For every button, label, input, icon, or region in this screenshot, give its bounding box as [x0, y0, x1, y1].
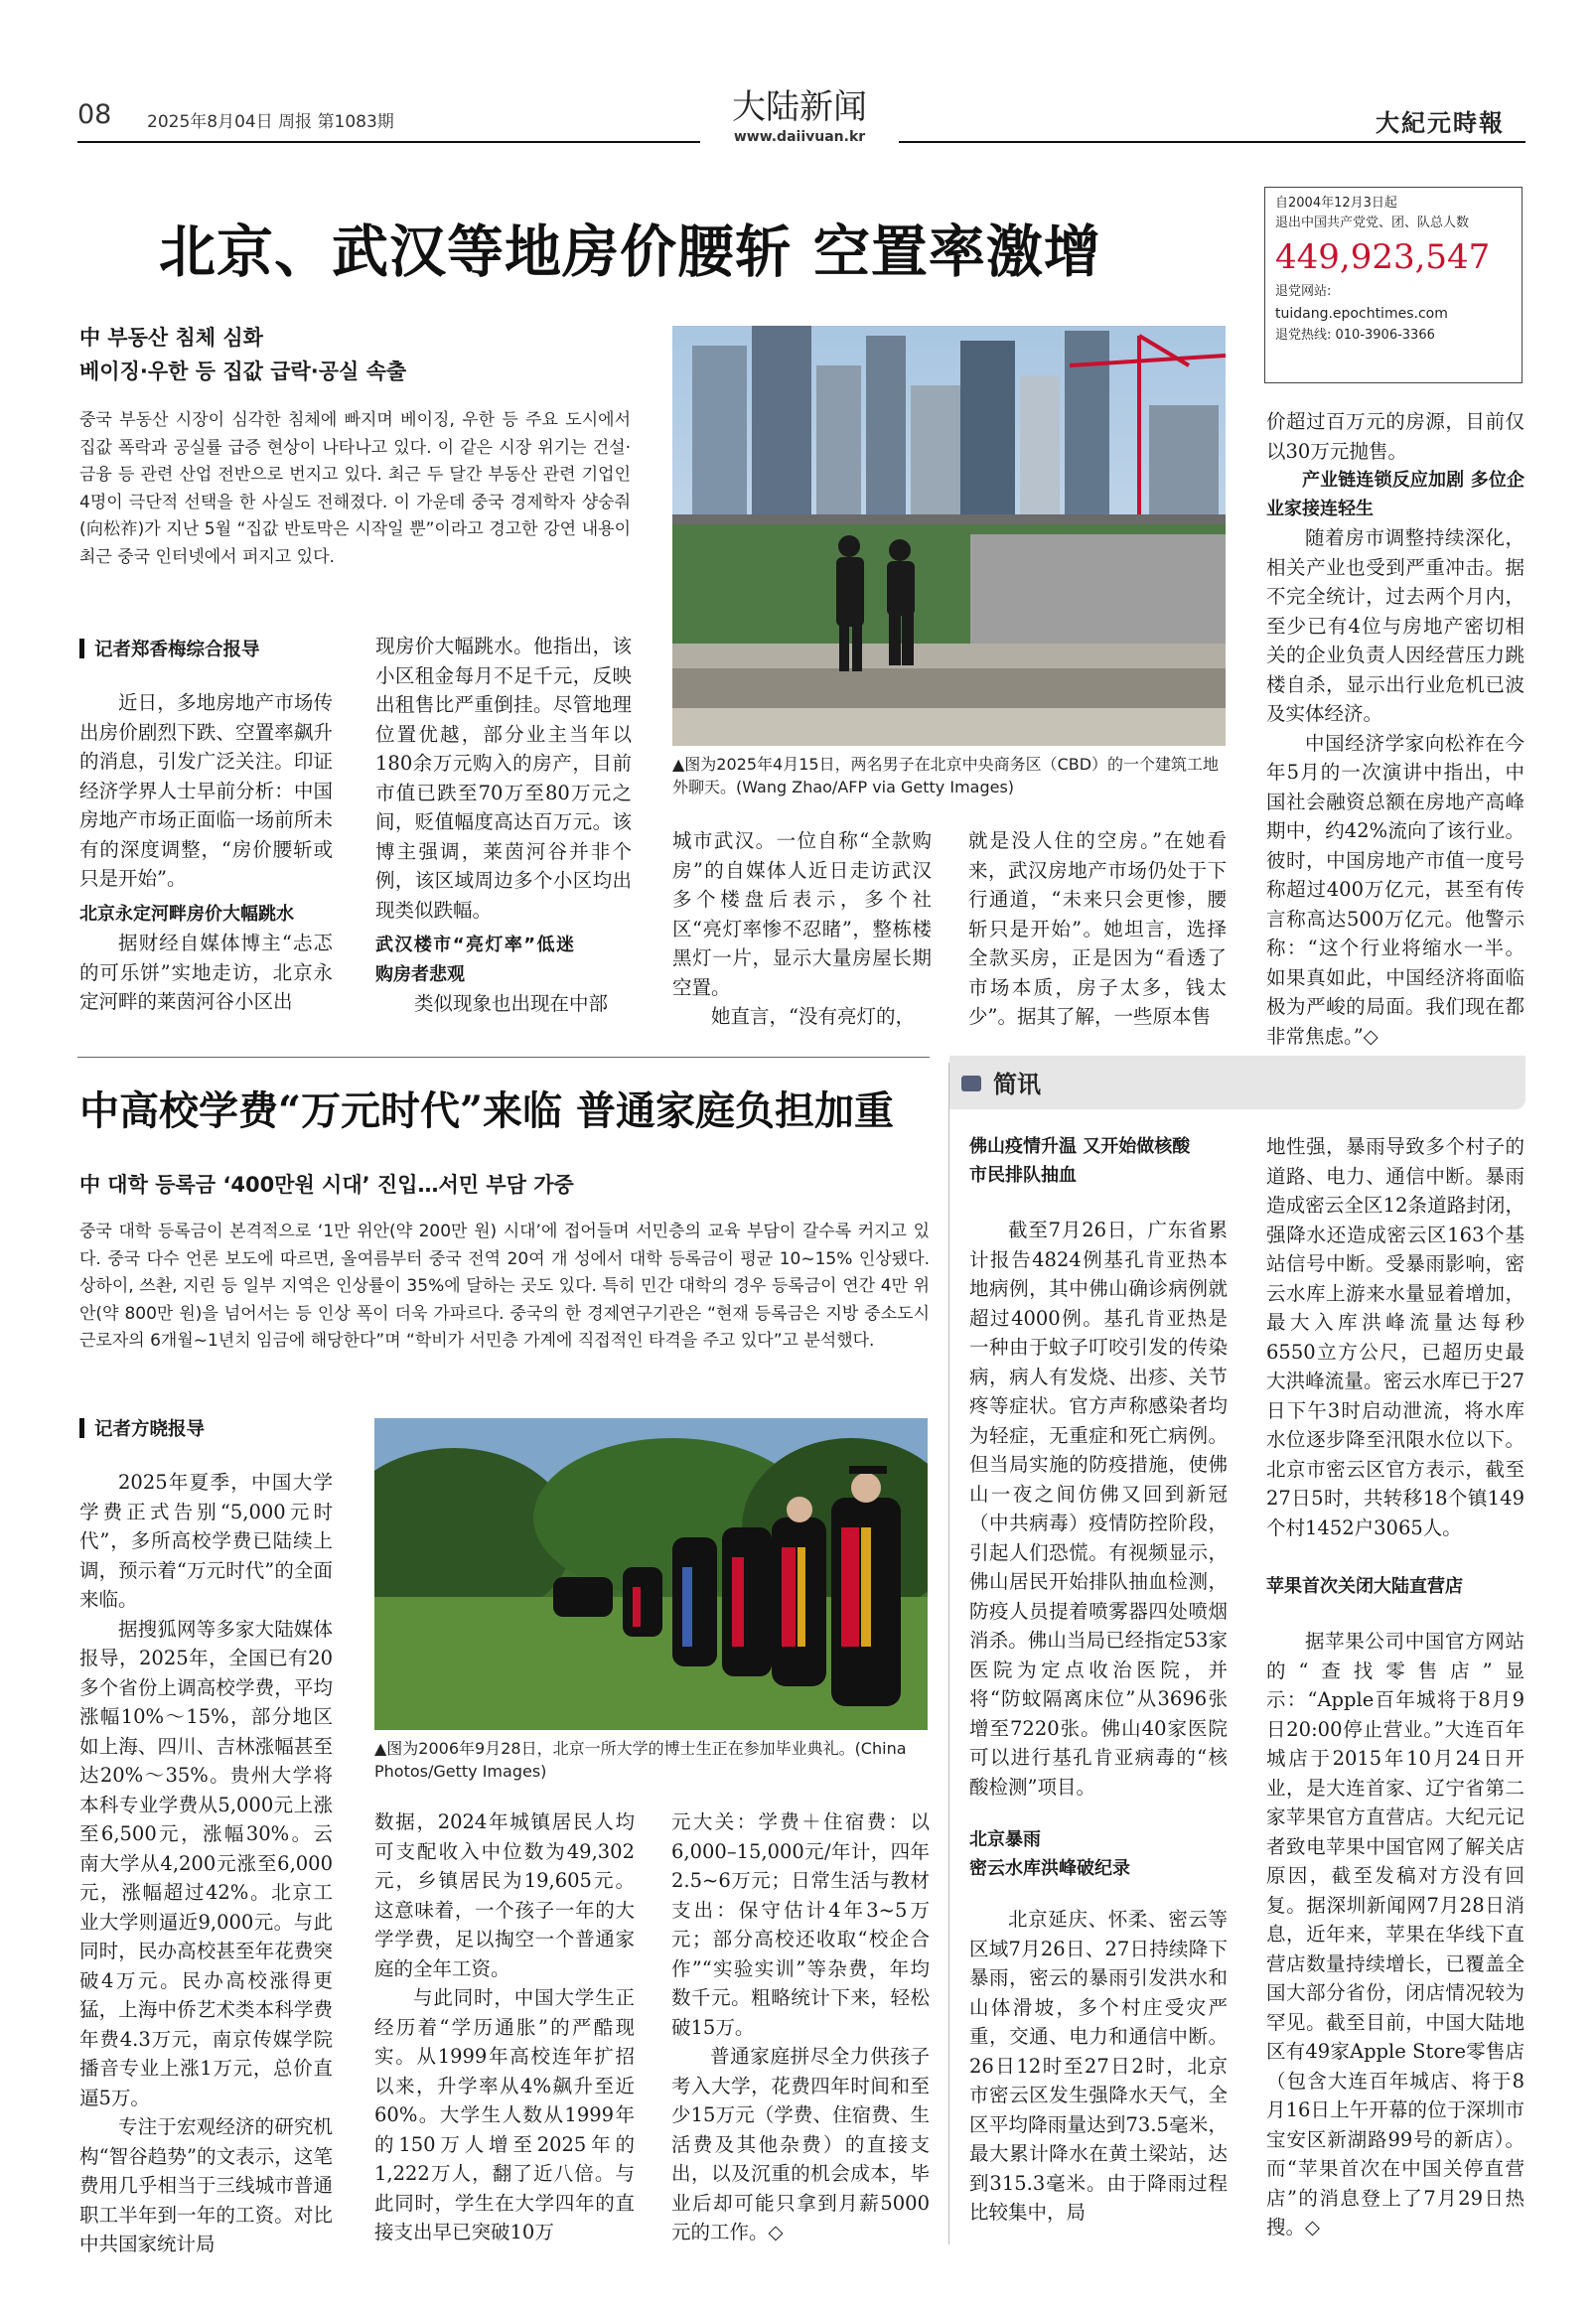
paragraph: 据搜狐网等多家大陆媒体报导，2025年，全国已有20多个省份上调高校学费，平均涨幅10%～15%，部分地区如上海、四川、吉林涨幅甚至达20%～35%。贵州大学将本科专业学费从5,000元上涨至6,500元，涨幅30%。云南大学从4,200元涨至6,000元，涨幅超过42%。北京工业大学则逼近9,000元。与此同时，民办高校甚至年花费突破4万元。民办高校涨得更猛，上海中侨艺术类本科学费年费4.3万元，南京传媒学院播音专业上涨1万元，总价直逼5万。 [79, 1617, 333, 2109]
paragraph: 类似现象也出现在中部 [414, 992, 609, 1015]
paragraph: 随着房市调整持续深化，相关产业也受到严重冲击。据不完全统计，过去两个月内，至少已有4位与房地产密切相关的企业负责人因经营压力跳楼自杀，显示出行业危机已波及实体经济。 [1266, 526, 1524, 725]
page-number: 08 [77, 99, 112, 130]
article2-photo-caption: ▲图为2006年9月28日，北京一所大学的博士生正在参加毕业典礼。(China Photos/Getty Images) [374, 1739, 907, 1781]
newspaper-logo: 大紀元時報 [1376, 108, 1505, 137]
brief1-body: 截至7月26日，广东省累计报告4824例基孔肯亚热本地病例，其中佛山确诊病例就超过4000例。基孔肯亚热是一种由于蚊子叮咬引发的传染病，病人有发烧、出疹、关节疼等症状。官方声称感染者均为轻症，无重症和死亡病例。但当局实施的防疫措施，使佛山一夜之间仿佛又回到新冠（中共病毒）疫情防控阶段，引起人们恐慌。有视频显示，佛山居民开始排队抽血检测，防疫人员提着喷雾器四处喷烟消杀。佛山当局已经指定53家医院为定点收治医院，并将“防蚊隔离床位”从3696张增至7220张。佛山40家医院可以进行基孔肯亚病毒的“核酸检测”项目。 [969, 1219, 1228, 1799]
article1-col2 [375, 632, 632, 1019]
paragraph: 2025年夏季，中国大学学费正式告别“5,000元时代”，多所高校学费已陆续上调，预示着“万元时代”的全面来临。 [79, 1471, 333, 1611]
tuidang-hotline: 退党热线: 010-3906-3366 [1275, 328, 1435, 343]
tuidang-line2: 退出中国共产党党、团、队总人数 [1275, 216, 1470, 230]
article1-kr-title1: 中 부동산 침체 심화 [79, 326, 263, 350]
tuidang-site-label: 退党网站: [1275, 284, 1332, 299]
paragraph: 城市武汉。一位自称“全款购房”的自媒体人近日走访武汉多个楼盘后表示，多个社区“亮灯率惨不忍睹”，整栋楼黑灯一片，显示大量房屋长期空置。 [672, 829, 932, 999]
article1-col3 [672, 826, 932, 1032]
brief1 [969, 1132, 1228, 2228]
article1-headline: 北京、武汉等地房价腰斩 空置率激增 [159, 218, 1101, 285]
header-rule-notch [700, 141, 899, 144]
tuidang-count: 449,923,547 [1275, 237, 1491, 277]
article2-headline: 中高校学费“万元时代”来临 普通家庭负担加重 [79, 1087, 894, 1134]
graduation-photo-image [374, 1418, 928, 1730]
subheading: 产业链连锁反应加剧 多位企业家接连轻生 [1266, 470, 1524, 519]
graduation-photo [374, 1418, 928, 1730]
article1-byline-text: 记者郑香梅综合报导 [94, 640, 260, 660]
paragraph: 与此同时，中国大学生正经历着“学历通胀”的严酷现实。从1999年高校连年扩招以来，升学率从4%飙升至近60%。大学生人数从1999年的150万人增至2025年的1,222万人，翻了近八倍。与此同时，学生在大学四年的直接支出早已突破10万 [374, 1986, 635, 2243]
tuidang-box [1264, 187, 1523, 383]
paragraph: 她直言，“没有亮灯的， [711, 1005, 915, 1028]
article1-col4 [968, 826, 1227, 1032]
paragraph: 据财经自媒体博主“忐忑的可乐饼”实地走访，北京永定河畔的莱茵河谷小区出 [79, 932, 333, 1013]
paragraph: 专注于宏观经济的研究机构“智谷趋势”的文表示，这笔费用几乎相当于三线城市普通职工半年到一年的工资。对比中共国家统计局 [79, 2115, 333, 2255]
brief-col2 [1266, 1132, 1524, 2242]
paragraph: 现房价大幅跳水。他指出，该小区租金每月不足千元，反映出租售比严重倒挂。尽管地理位置优越，部分业主当年以180余万元购入的房产，目前市值已跌至70万至80万元之间，贬值幅度高达百万元。该博主强调，莱茵河谷并非个例，该区域周边多个小区均出现类似跌幅。 [375, 635, 632, 922]
article2-byline-text: 记者方晓报导 [94, 1419, 206, 1440]
briefs-icon [961, 1076, 981, 1091]
article2-kr-summary: 중국 대학 등록금이 본격적으로 ‘1만 위안(약 200만 원) 시대’에 접어들며 서민층의 교육 부담이 갈수록 커지고 있다. 중국 다수 언론 보도에 따르면, 올여름부터 중국 전역 20여 개 성에서 대학 등록금이 평균 10~15% 인상됐다. 상하이, 쓰촨, 지린 등 일부 지역은 인상률이 35%에 달하는 곳도 있다. 특히 민간 대학의 경우 등록금이 연간 4만 위안(약 800만 원)을 넘어서는 등 인상 폭이 더욱 가파르다. 중국의 한 경제연구기관은 “현재 등록금은 지방 중소도시 근로자의 6개월~1년치 임금에 해당한다”며 “학비가 서민층 가계에 직접적인 타격을 주고 있다”고 분석했다. [79, 1222, 931, 1351]
subheading: 武汉楼市“亮灯率”低迷 购房者悲观 [375, 935, 574, 985]
paragraph: 元大关：学费＋住宿费：以6,000–15,000元/年计，四年2.5~6万元；日常生活与教材支出：保守估计4年3~5万元；部分高校还收取“校企合作”“实验实训”等杂费，年均数千元。粗略统计下来，轻松破15万。 [671, 1810, 930, 2039]
article1-kr-summary: 중국 부동산 시장이 심각한 침체에 빠지며 베이징, 우한 등 주요 도시에서 집값 폭락과 공실률 급증 현상이 나타나고 있다. 이 같은 시장 위기는 건설·금융 등 관련 산업 전반으로 번지고 있다. 최근 두 달간 부동산 관련 기업인 4명이 극단적 선택을 한 사실도 전해졌다. 이 가운데 중국 경제학자 샹숭줘(向松祚)가 지난 5월 “집값 반토막은 시작일 뿐”이라고 경고한 강연 내용이 최근 중국 인터넷에서 퍼지고 있다. [79, 410, 631, 567]
article1-kr-title2: 베이징·우한 등 집값 급락·공실 속출 [79, 360, 407, 383]
brief2-body-a: 北京延庆、怀柔、密云等区域7月26日、27日持续降下暴雨，密云的暴雨引发洪水和山体滑坡，多个村庄受灾严重，交通、电力和通信中断。26日12时至27日2时，北京市密云区发生强降水天气，全区平均降雨量达到73.5毫米，最大累计降水在黄土梁站，达到315.3毫米。由于降雨过程比较集中，局 [969, 1908, 1228, 2224]
paragraph: 就是没人住的空房。”在她看来，武汉房地产市场仍处于下行通道，“未来只会更惨，腰斩只是开始”。她坦言，选择全款买房，正是因为“看透了市场本质，房子太多，钱太少”。据其了解，一些原本售 [968, 829, 1227, 1028]
brief1-title1: 佛山疫情升温 又开始做核酸 [969, 1136, 1191, 1157]
brief2-title2: 密云水库洪峰破纪录 [969, 1858, 1130, 1879]
paragraph: 数据，2024年城镇居民人均可支配收入中位数为49,302元，乡镇居民为19,605元。这意味着，一个孩子一年的大学学费，足以掏空一个普通家庭的全年工资。 [374, 1810, 635, 1980]
article2-col3 [671, 1807, 930, 2247]
briefs-header [949, 1056, 1525, 1109]
cbd-photo-image [672, 326, 1226, 746]
subheading: 北京永定河畔房价大幅跳水 [79, 903, 294, 925]
brief1-title2: 市民排队抽血 [969, 1165, 1077, 1186]
brief3-body: 据苹果公司中国官方网站的“查找零售店”显示：“Apple百年城将于8月9日20:00停止营业。”大连百年城店于2015年10月24日开业，是大连首家、辽宁省第二家苹果官方直营店。大纪元记者致电苹果中国官网了解关店原因，截至发稿对方没有回复。据深圳新闻网7月28日消息，近年来，苹果在华线下直营店数量持续增长，已覆盖全国大部分省份，闭店情况较为罕见。截至目前，中国大陆地区有49家Apple Store零售店（包含大连百年城店、将于8月16日上午开幕的位于深圳市宝安区新湖路99号的新店）。而“苹果首次在中国关停直营店”的消息登上了7月29日热搜。◇ [1266, 1630, 1524, 2239]
article1-col1 [79, 688, 333, 1017]
article1-byline [79, 636, 260, 661]
article1-col5 [1266, 407, 1524, 1051]
article-divider [77, 1057, 930, 1058]
paragraph: 价超过百万元的房源，目前仅以30万元抛售。 [1266, 410, 1524, 463]
paragraph: 近日，多地房地产市场传出房价剧烈下跌、空置率飙升的消息，引发广泛关注。印证经济学界人士早前分析：中国房地产市场正面临一场前所未有的深度调整，“房价腰斩或只是开始”。 [79, 691, 333, 890]
cbd-photo [672, 326, 1226, 746]
issue-date: 2025年8月04日 周报 第1083期 [147, 112, 394, 132]
byline-bar [79, 1418, 84, 1438]
site-url[interactable]: www.dajiyuan.kr [733, 129, 866, 145]
briefs-title: 简讯 [993, 1071, 1041, 1098]
section-title: 大陆新闻 [732, 87, 867, 127]
article2-col1 [79, 1468, 333, 2259]
article2-byline [79, 1415, 205, 1441]
byline-bar [79, 639, 84, 658]
paragraph: 中国经济学家向松祚在今年5月的一次演讲中指出，中国社会融资总额在房地产高峰期中，约42%流向了该行业。彼时，中国房地产市值一度号称超过400万亿元，甚至有传言称高达500万亿元。他警示称：“这个行业将缩水一半。如果真如此，中国经济将面临极为严峻的局面。我们现在都非常焦虑。”◇ [1266, 731, 1524, 1048]
brief3-title: 苹果首次关闭大陆直营店 [1266, 1576, 1463, 1597]
paragraph: 普通家庭拼尽全力供孩子考入大学，花费四年时间和至少15万元（学费、住宿费、生活费及其他杂费）的直接支出，以及沉重的机会成本，毕业后却可能只拿到月薪5000元的工作。◇ [671, 2045, 930, 2243]
article1-photo-caption: ▲图为2025年4月15日，两名男子在北京中央商务区（CBD）的一个建筑工地外聊天。(Wang Zhao/AFP via Getty Images) [672, 755, 1220, 796]
briefs-divider [948, 1063, 949, 2244]
tuidang-site-url[interactable]: tuidang.epochtimes.com [1275, 306, 1448, 322]
article2-col2 [374, 1807, 635, 2247]
article2-kr-title: 中 대학 등록금 ‘400만원 시대’ 진입…서민 부담 가중 [79, 1173, 574, 1197]
brief2-title1: 北京暴雨 [969, 1829, 1041, 1850]
tuidang-line1: 自2004年12月3日起 [1275, 196, 1397, 211]
brief2-body-b: 地性强，暴雨导致多个村子的道路、电力、通信中断。暴雨造成密云全区12条道路封闭，强降水还造成密云区163个基站信号中断。受暴雨影响，密云水库上游来水量显着增加，最大入库洪峰流量达每秒6550立方公尺，已超历史最大洪峰流量。密云水库已于27日下午3时启动泄流，将水库水位逐步降至汛限水位以下。北京市密云区官方表示，截至27日5时，共转移18个镇149个村1452户3065人。 [1266, 1135, 1524, 1539]
